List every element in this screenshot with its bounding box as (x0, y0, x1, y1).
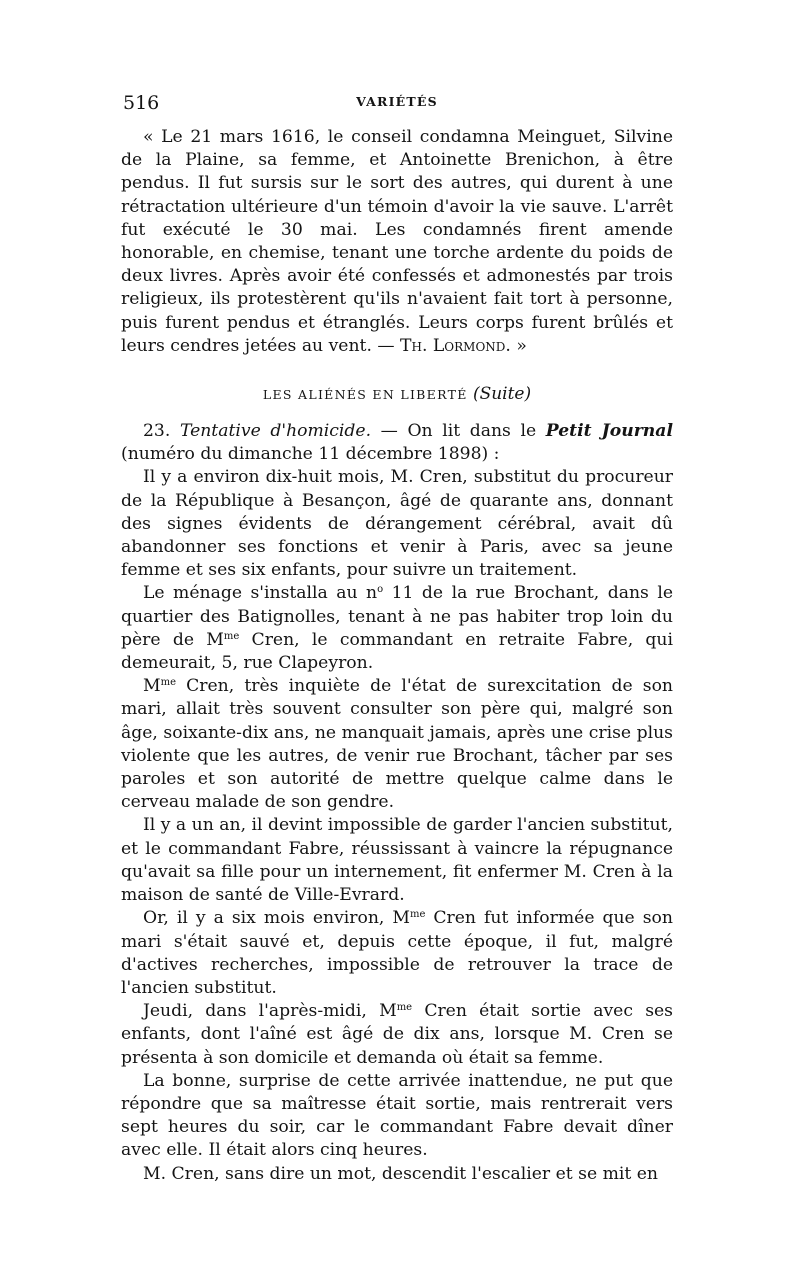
paragraph-3-part-b: Cren, très inquiète de l'état de surexcitation de son mari, allait très souvent consulter son père qui, malgré son âge, soixante-dix ans, ne manquait jamais, après une crise plus violente que les autres, de venir rue Brochant, tâcher par ses paroles et son autorité de mettre quelque calme dans le cerveau malade de son gendre. (121, 676, 673, 813)
article-source: (numéro du dimanche 11 décembre 1898) : (121, 444, 500, 465)
paragraph-5-sup: me (409, 909, 426, 921)
running-title: VARIÉTÉS (356, 94, 438, 109)
paragraph-3-sup: me (160, 677, 177, 689)
paragraph-6-part-b: Cren était sortie avec ses enfants, dont l'aîné est âgé de dix ans, lorsque M. Cren se présenta à son domicile et demanda où était sa femme. (121, 1001, 674, 1068)
paragraph-1: Il y a environ dix-huit mois, M. Cren, substitut du procureur de la République à Besançon, âgé de quarante ans, donnant des signes évidents de dérangement cérébral, avait dû abandonner ses fonctions et venir à Paris, avec sa jeune femme et ses six enfants, pour suivre un traitement. (121, 467, 673, 581)
paragraph-2-part-a: Le ménage s'installa au n (143, 583, 378, 604)
body-text (121, 126, 673, 1186)
running-header (121, 92, 673, 116)
paragraph-2-part-c: Cren, le commandant en retraite Fabre, qui demeurait, 5, rue Clapeyron. (121, 629, 673, 674)
newspaper-name: Petit Journal (545, 421, 673, 442)
quote-signature: Th. Lormond. (400, 335, 511, 356)
paragraph-6-part-a: Jeudi, dans l'après-midi, M (143, 1001, 397, 1022)
quote-closing: » (510, 335, 527, 356)
paragraph-6-sup: me (396, 1002, 413, 1014)
paragraph-5-part-b: Cren fut informée que son mari s'était sauvé et, depuis cette époque, il fut, malgré d'actives recherches, impossible de retrouver la trace de l'ancien substitut. (121, 908, 673, 998)
section-title: LES ALIÉNÉS EN LIBERTÉ (262, 387, 468, 403)
article-intro-paragraph (121, 420, 673, 466)
paragraph-6 (121, 1000, 673, 1070)
article-heading: Tentative d'homicide. (179, 421, 372, 442)
section-heading (121, 384, 673, 404)
paragraph-2 (121, 582, 673, 675)
paragraph-3 (121, 675, 673, 814)
paragraph-4: Il y a un an, il devint impossible de garder l'ancien substitut, et le commandant Fabre, réussissant à vaincre la répugnance qu'avait sa fille pour un internement, fit enfermer M. Cren à la maison de santé de Ville-Evrard. (121, 815, 673, 906)
section-subtitle: (Suite) (472, 384, 532, 405)
article-intro: — On lit dans le (371, 421, 546, 442)
quote-text: « Le 21 mars 1616, le conseil condamna Meinguet, Silvine de la Plaine, sa femme, et Antoinette Brenichon, à être pendus. Il fut sursis sur le sort des autres, qui durent à une rétractation ultérieure d'un témoin d'avoir la vie sauve. L'arrêt fut exécuté le 30 mai. Les condamnés firent amende honorable, en chemise, tenant une torche ardente du poids de deux livres. Après avoir été confessés et admonestés par trois religieux, ils protestèrent qu'ils n'avaient fait tort à personne, puis furent pendus et étranglés. Leurs corps furent brûlés et leurs cendres jetées au vent. — (121, 127, 673, 356)
paragraph-2-part-b: 11 de la rue Brochant, dans le quartier des Batignolles, tenant à ne pas habiter trop loin du père de M (121, 583, 673, 650)
paragraph-5-part-a: Or, il y a six mois environ, M (143, 908, 410, 929)
paragraph-2-sup-2: me (223, 630, 240, 642)
page-number: 516 (123, 92, 160, 114)
paragraph-3-part-a: M (143, 676, 161, 697)
article-number: 23. (143, 421, 180, 442)
paragraph-2-sup: o (377, 584, 384, 596)
paragraph-8: M. Cren, sans dire un mot, descendit l'escalier et se mit en (143, 1163, 658, 1184)
paragraph-7: La bonne, surprise de cette arrivée inattendue, ne put que répondre que sa maîtresse était sortie, mais rentrerait vers sept heures du soir, car le commandant Fabre devait dîner avec elle. Il était alors cinq heures. (121, 1070, 673, 1161)
quote-paragraph (121, 126, 673, 358)
document-page (121, 92, 673, 1186)
paragraph-5 (121, 907, 673, 1000)
